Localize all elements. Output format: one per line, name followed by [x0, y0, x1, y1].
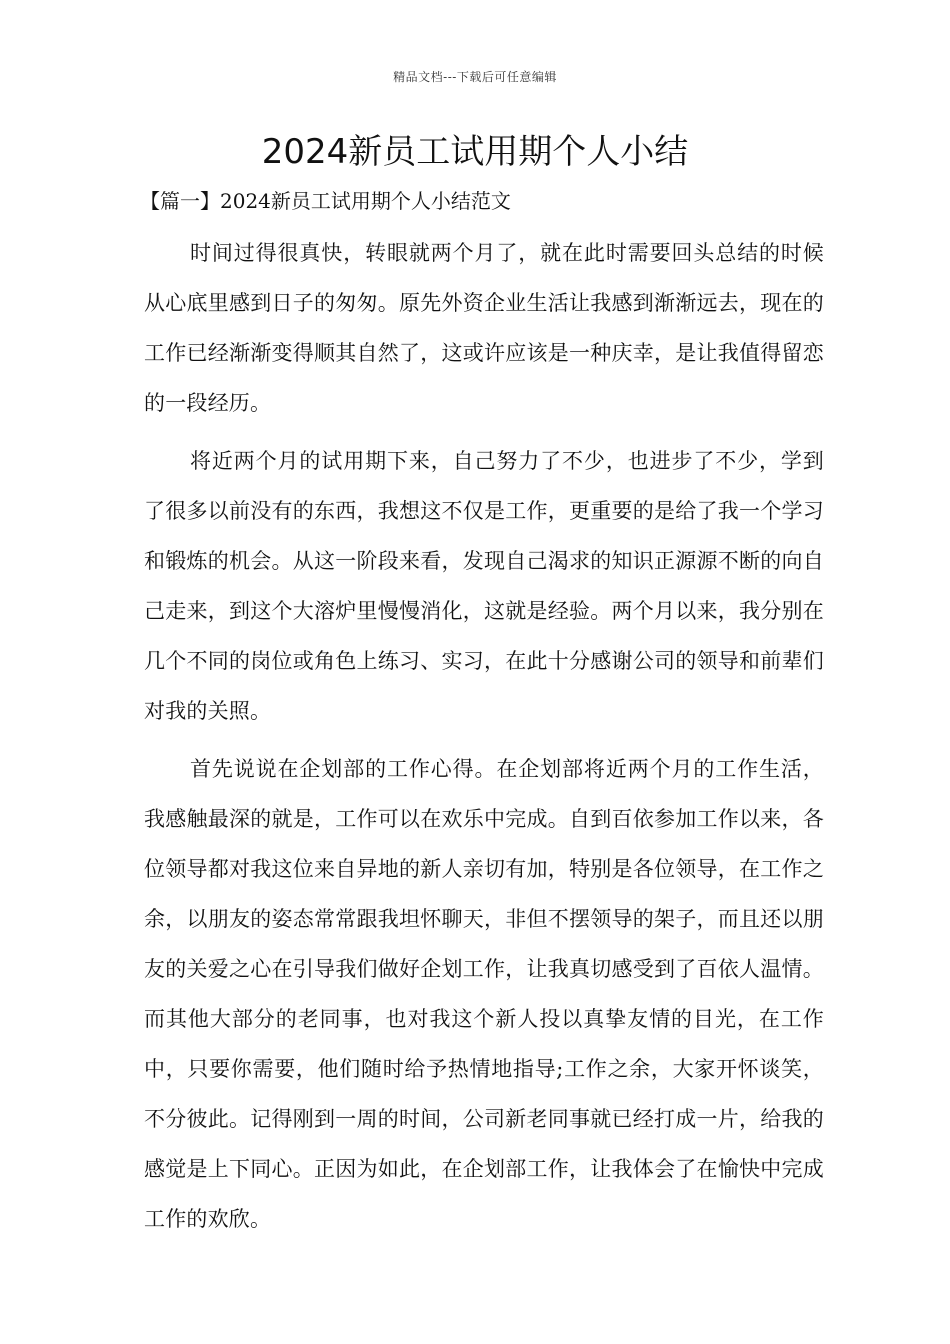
- paragraph: 将近两个月的试用期下来，自己努力了不少，也进步了不少，学到了很多以前没有的东西，我想这不仅是工作，更重要的是给了我一个学习和锻炼的机会。从这一阶段来看，发现自己渴求的知识正源源不断的向自己走来，到这个大溶炉里慢慢消化，这就是经验。两个月以来，我分别在几个不同的岗位或角色上练习、实习，在此十分感谢公司的领导和前辈们对我的关照。: [144, 449, 824, 723]
- header-note: 精品文档---下载后可任意编辑: [393, 70, 557, 84]
- document-title: 2024新员工试用期个人小结: [261, 132, 689, 172]
- section-heading: 【篇一】2024新员工试用期个人小结范文: [140, 189, 511, 213]
- paragraph: 首先说说在企划部的工作心得。在企划部将近两个月的工作生活，我感触最深的就是，工作可以在欢乐中完成。自到百依参加工作以来，各位领导都对我这位来自异地的新人亲切有加，特别是各位领导，在工作之余，以朋友的姿态常常跟我坦怀聊天，非但不摆领导的架子，而且还以朋友的关爱之心在引导我们做好企划工作，让我真切感受到了百依人温情。而其他大部分的老同事，也对我这个新人投以真挚友情的目光，在工作中，只要你需要，他们随时给予热情地指导;工作之余，大家开怀谈笑，不分彼此。记得刚到一周的时间，公司新老同事就已经打成一片，给我的感觉是上下同心。正因为如此，在企划部工作，让我体会了在愉快中完成工作的欢欣。: [144, 757, 824, 1231]
- body-text: [144, 228, 824, 1244]
- paragraph: 时间过得很真快，转眼就两个月了，就在此时需要回头总结的时候从心底里感到日子的匆匆。原先外资企业生活让我感到渐渐远去，现在的工作已经渐渐变得顺其自然了，这或许应该是一种庆幸，是让我值得留恋的一段经历。: [144, 241, 824, 415]
